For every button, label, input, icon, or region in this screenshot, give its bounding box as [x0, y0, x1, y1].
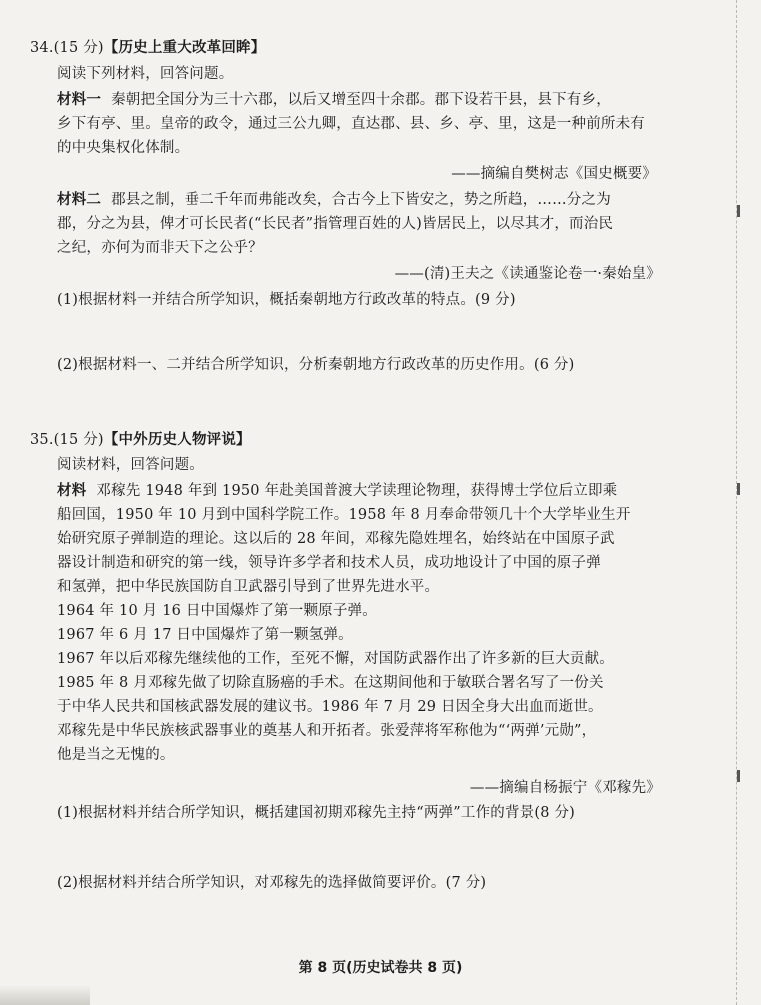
q34-material1-text: 乡下有亭、里。皇帝的政令，通过三公九卿，直达郡、县、乡、亭、里，这是一种前所未有: [57, 116, 645, 132]
q35-subquestion-2: (2)根据材料并结合所学知识，对邓稼先的选择做简要评价。(7 分): [57, 875, 487, 891]
q35-material-text: 于中华人民共和国核武器发展的建议书。1986 年 7 月 29 日因全身大出血而逝世。: [57, 699, 603, 715]
edge-mark: [737, 205, 740, 217]
edge-mark: [737, 770, 740, 782]
q35-material-text: 他是当之无愧的。: [57, 747, 175, 763]
q34-number: 34.: [30, 40, 54, 56]
q35-material-text: 船回国，1950 年 10 月到中国科学院工作。1958 年 8 月奉命带领几十个大学毕业生开: [57, 507, 631, 523]
q35-material-text: 始研究原子弹制造的理论。这以后的 28 年间，邓稼先隐姓埋名，始终站在中国原子武: [57, 531, 615, 547]
q35-material-text: 1967 年以后邓稼先继续他的工作，至死不懈，对国防武器作出了许多新的巨大贡献。: [57, 651, 615, 667]
q34-heading: [30, 38, 265, 58]
q35-material-text: 和氢弹，把中华民族国防自卫武器引导到了世界先进水平。: [57, 579, 440, 595]
q34-material2-line: [57, 190, 611, 210]
q35-material-text: 邓稼先是中华民族核武器事业的奠基人和开拓者。张爱萍将军称他为“‘两弹’元勋”，: [57, 723, 597, 739]
q35-title: 【中外历史人物评说】: [103, 432, 251, 448]
q34-subquestion-2: (2)根据材料一、二并结合所学知识，分析秦朝地方行政改革的历史作用。(6 分): [57, 357, 575, 373]
q34-material1-line: [57, 90, 611, 110]
binding-edge-divider: [736, 0, 737, 1005]
q35-heading: [30, 430, 251, 450]
q34-material1-source: ——摘编自樊树志《国史概要》: [451, 166, 657, 182]
q34-intro: 阅读下列材料，回答问题。: [57, 66, 234, 82]
q35-material-text: 邓稼先 1948 年到 1950 年赴美国普渡大学读理论物理，获得博士学位后立即乘: [96, 483, 618, 499]
q35-subquestion-1: (1)根据材料并结合所学知识，概括建国初期邓稼先主持“两弹”工作的背景(8 分): [57, 805, 576, 821]
q35-number: 35.: [30, 432, 54, 448]
q35-score: (15 分): [53, 432, 104, 448]
q34-material2-text: 郡县之制，垂二千年而弗能改矣，合古今上下皆安之，势之所趋，……分之为: [111, 192, 611, 208]
q34-subquestion-1: (1)根据材料一并结合所学知识，概括秦朝地方行政改革的特点。(9 分): [57, 292, 516, 308]
q35-material-text: 1985 年 8 月邓稼先做了切除直肠癌的手术。在这期间他和于敏联合署名写了一份关: [57, 675, 604, 691]
q34-material2-source: ——(清)王夫之《读通鉴论卷一·秦始皇》: [394, 266, 661, 282]
q35-intro: 阅读材料，回答问题。: [57, 457, 204, 473]
q34-material2-text: 郡，分之为县，俾才可长民者(“长民者”指管理百姓的人)皆居民上，以尽其才，而治民: [57, 216, 614, 232]
scan-shadow: [0, 985, 90, 1005]
edge-mark: [737, 483, 740, 495]
q35-material-source: ——摘编自杨振宁《邓稼先》: [469, 780, 661, 796]
q34-material2-label: 材料二: [57, 192, 102, 208]
q34-material1-text: 秦朝把全国分为三十六郡，以后又增至四十余郡。郡下设若干县，县下有乡，: [111, 92, 611, 108]
q35-material-label: 材料: [57, 483, 87, 499]
q34-material1-label: 材料一: [57, 92, 102, 108]
q35-material-text: 1967 年 6 月 17 日中国爆炸了第一颗氢弹。: [57, 627, 353, 643]
q35-material-text: 1964 年 10 月 16 日中国爆炸了第一颗原子弹。: [57, 603, 377, 619]
q35-material-text: 器设计制造和研究的第一线，领导许多学者和技术人员，成功地设计了中国的原子弹: [57, 555, 601, 571]
q34-material1-text: 的中央集权化体制。: [57, 140, 190, 156]
page-footer: 第 8 页(历史试卷共 8 页): [298, 960, 463, 976]
q34-title: 【历史上重大改革回眸】: [103, 40, 266, 56]
q34-material2-text: 之纪，亦何为而非天下之公乎？: [57, 240, 263, 256]
q34-score: (15 分): [53, 40, 104, 56]
q35-material-line: [57, 481, 617, 501]
